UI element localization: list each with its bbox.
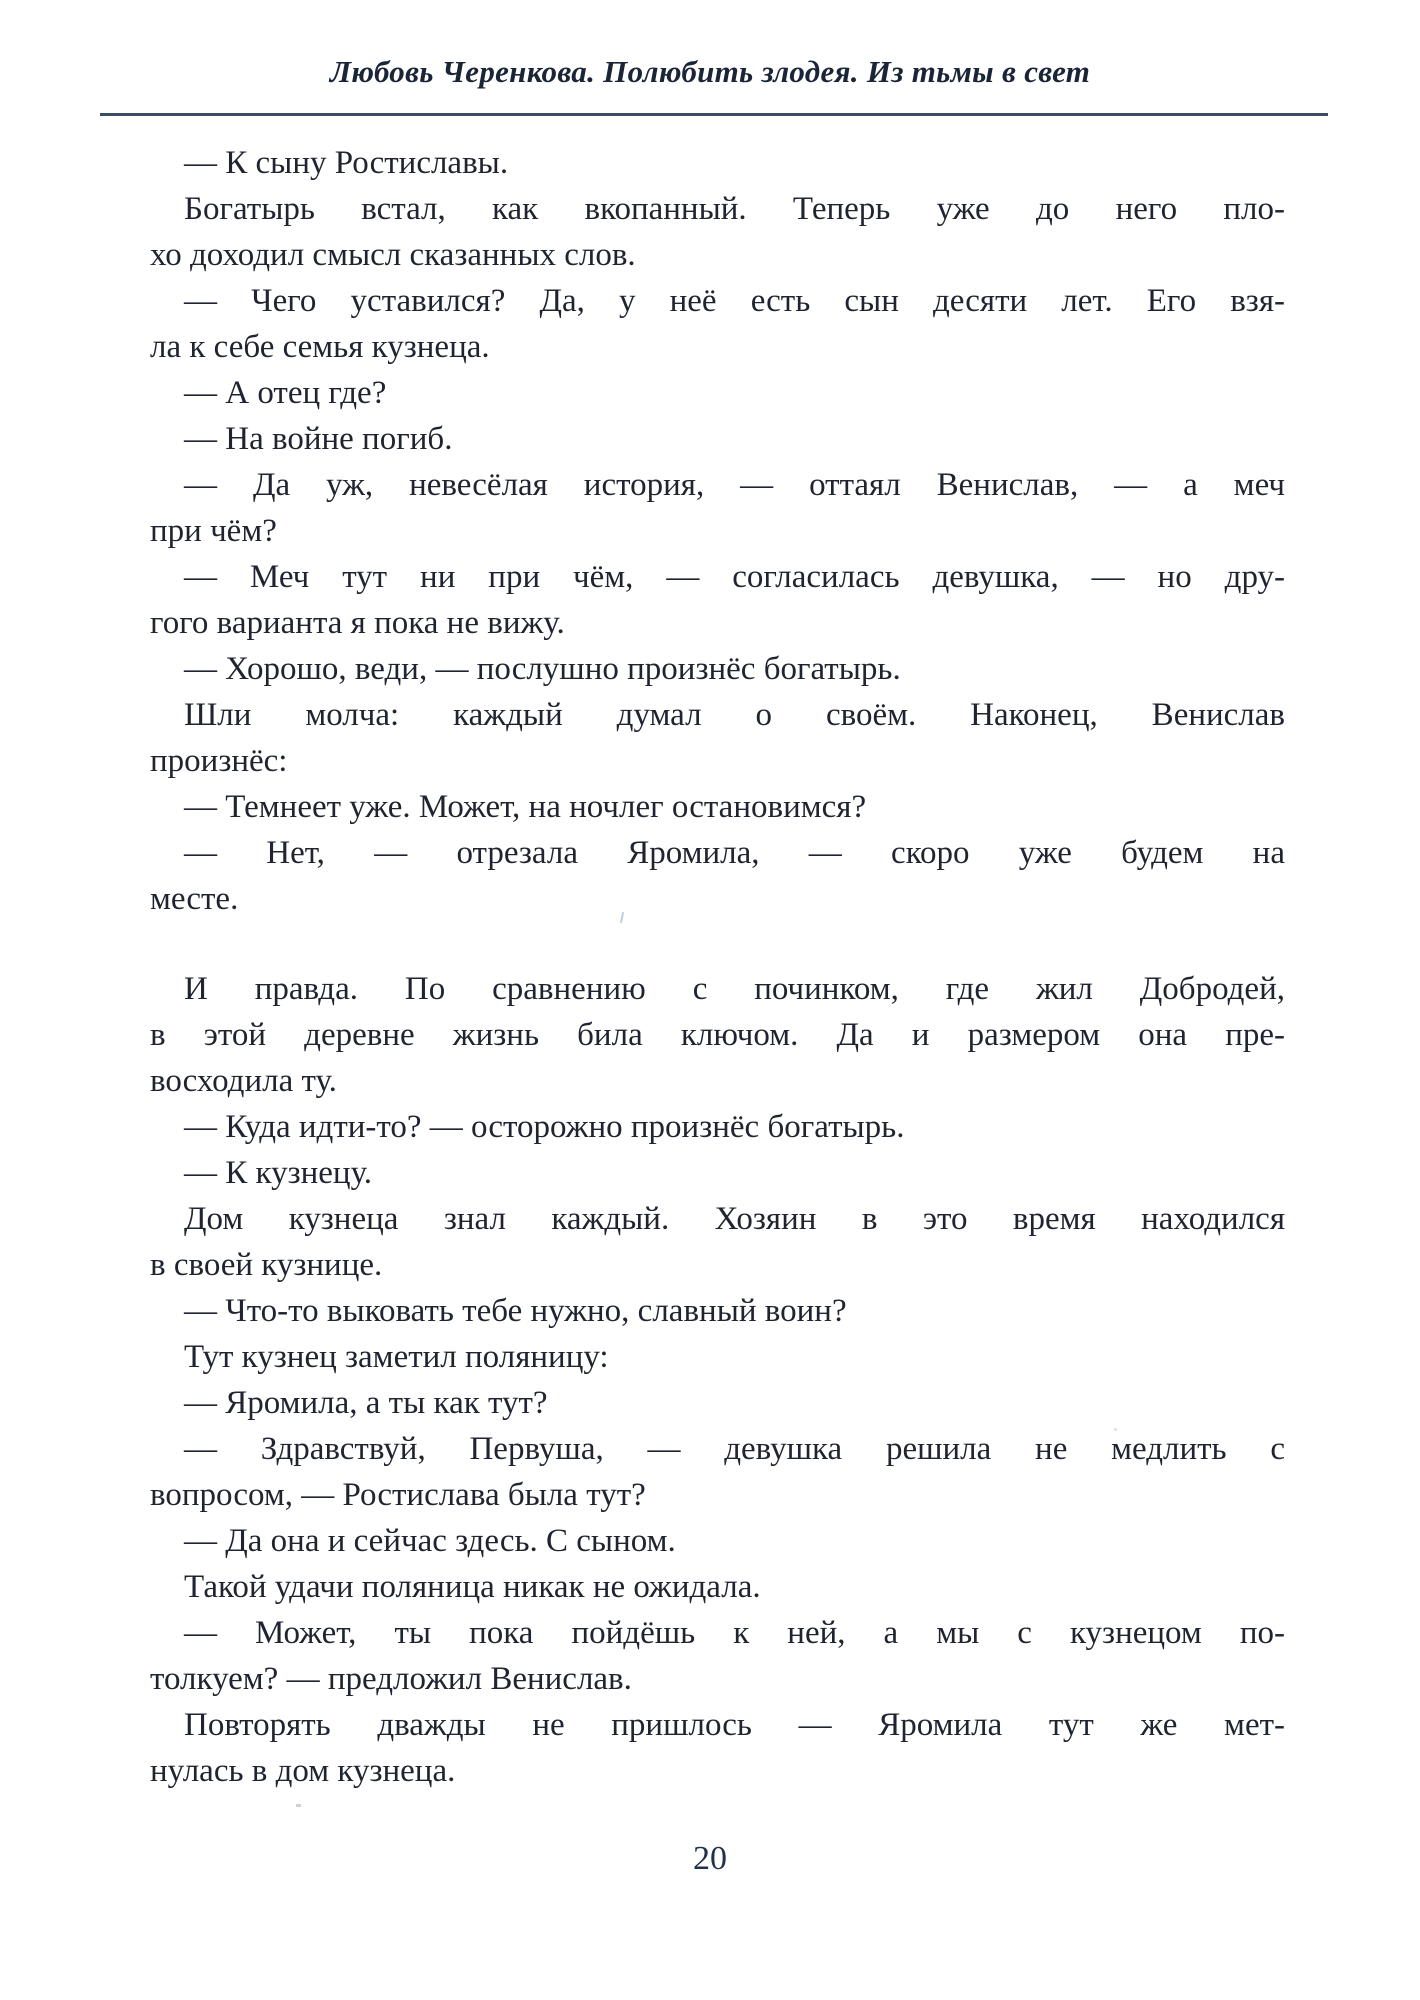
text-line: — Да она и сейчас здесь. С сыном.: [184, 1523, 676, 1559]
text-line: Шли молча: каждый думал о своём. Наконец, Венислав: [184, 697, 1285, 733]
text-line: Повторять дважды не пришлось — Яромила тут же мет-: [184, 1707, 1285, 1743]
text-line: — Что-то выковать тебе нужно, славный воин?: [184, 1293, 847, 1329]
text-line: при чём?: [150, 513, 277, 549]
text-line: — Здравствуй, Первуша, — девушка решила не медлить с: [184, 1431, 1285, 1467]
text-line: Богатырь встал, как вкопанный. Теперь уже до него пло-: [184, 191, 1285, 227]
text-line: вопросом, — Ростислава была тут?: [150, 1477, 646, 1513]
text-line: в этой деревне жизнь била ключом. Да и размером она пре-: [150, 1017, 1285, 1053]
text-line: Тут кузнец заметил поляницу:: [184, 1339, 609, 1375]
text-line: — К сыну Ростиславы.: [184, 145, 509, 181]
scan-artifact: [296, 1804, 301, 1807]
text-line: — Нет, — отрезала Яромила, — скоро уже будем на: [184, 835, 1285, 871]
text-line: произнёс:: [150, 743, 288, 779]
text-line: — Темнеет уже. Может, на ночлег остановимся?: [184, 789, 867, 825]
text-line: гого варианта я пока не вижу.: [150, 605, 565, 641]
text-line: Дом кузнеца знал каждый. Хозяин в это время находился: [184, 1201, 1285, 1237]
text-line: толкуем? — предложил Венислав.: [150, 1661, 632, 1697]
text-line: — Чего уставился? Да, у неё есть сын десяти лет. Его взя-: [184, 283, 1285, 319]
text-line: — Меч тут ни при чём, — согласилась девушка, — но дру-: [184, 559, 1285, 595]
text-line: месте.: [150, 881, 239, 917]
text-line: — На войне погиб.: [184, 421, 453, 457]
text-line: — К кузнецу.: [184, 1155, 373, 1191]
text-line: в своей кузнице.: [150, 1247, 383, 1283]
text-line: хо доходил смысл сказанных слов.: [150, 237, 636, 273]
page-number: 20: [693, 1840, 727, 1877]
text-line: нулась в дом кузнеца.: [150, 1753, 456, 1789]
text-line: — Да уж, невесёлая история, — оттаял Венислав, — а меч: [184, 467, 1285, 503]
scan-artifact: [1114, 1428, 1117, 1431]
page-text: [150, 140, 1285, 1794]
header-rule-divider: [100, 113, 1328, 116]
text-line: ла к себе семья кузнеца.: [150, 329, 490, 365]
text-line: И правда. По сравнению с починком, где жил Добродей,: [184, 971, 1285, 1007]
text-line: — А отец где?: [184, 375, 387, 411]
text-line: восходила ту.: [150, 1063, 337, 1099]
text-line: — Яромила, а ты как тут?: [184, 1385, 548, 1421]
running-header-title: Любовь Черенкова. Полюбить злодея. Из тьмы в свет: [329, 54, 1091, 89]
text-line: — Хорошо, веди, — послушно произнёс богатырь.: [184, 651, 901, 687]
text-line: — Куда идти-то? — осторожно произнёс богатырь.: [184, 1109, 905, 1145]
text-line: — Может, ты пока пойдёшь к ней, а мы с кузнецом по-: [184, 1615, 1285, 1651]
text-line: Такой удачи поляница никак не ожидала.: [184, 1569, 761, 1605]
